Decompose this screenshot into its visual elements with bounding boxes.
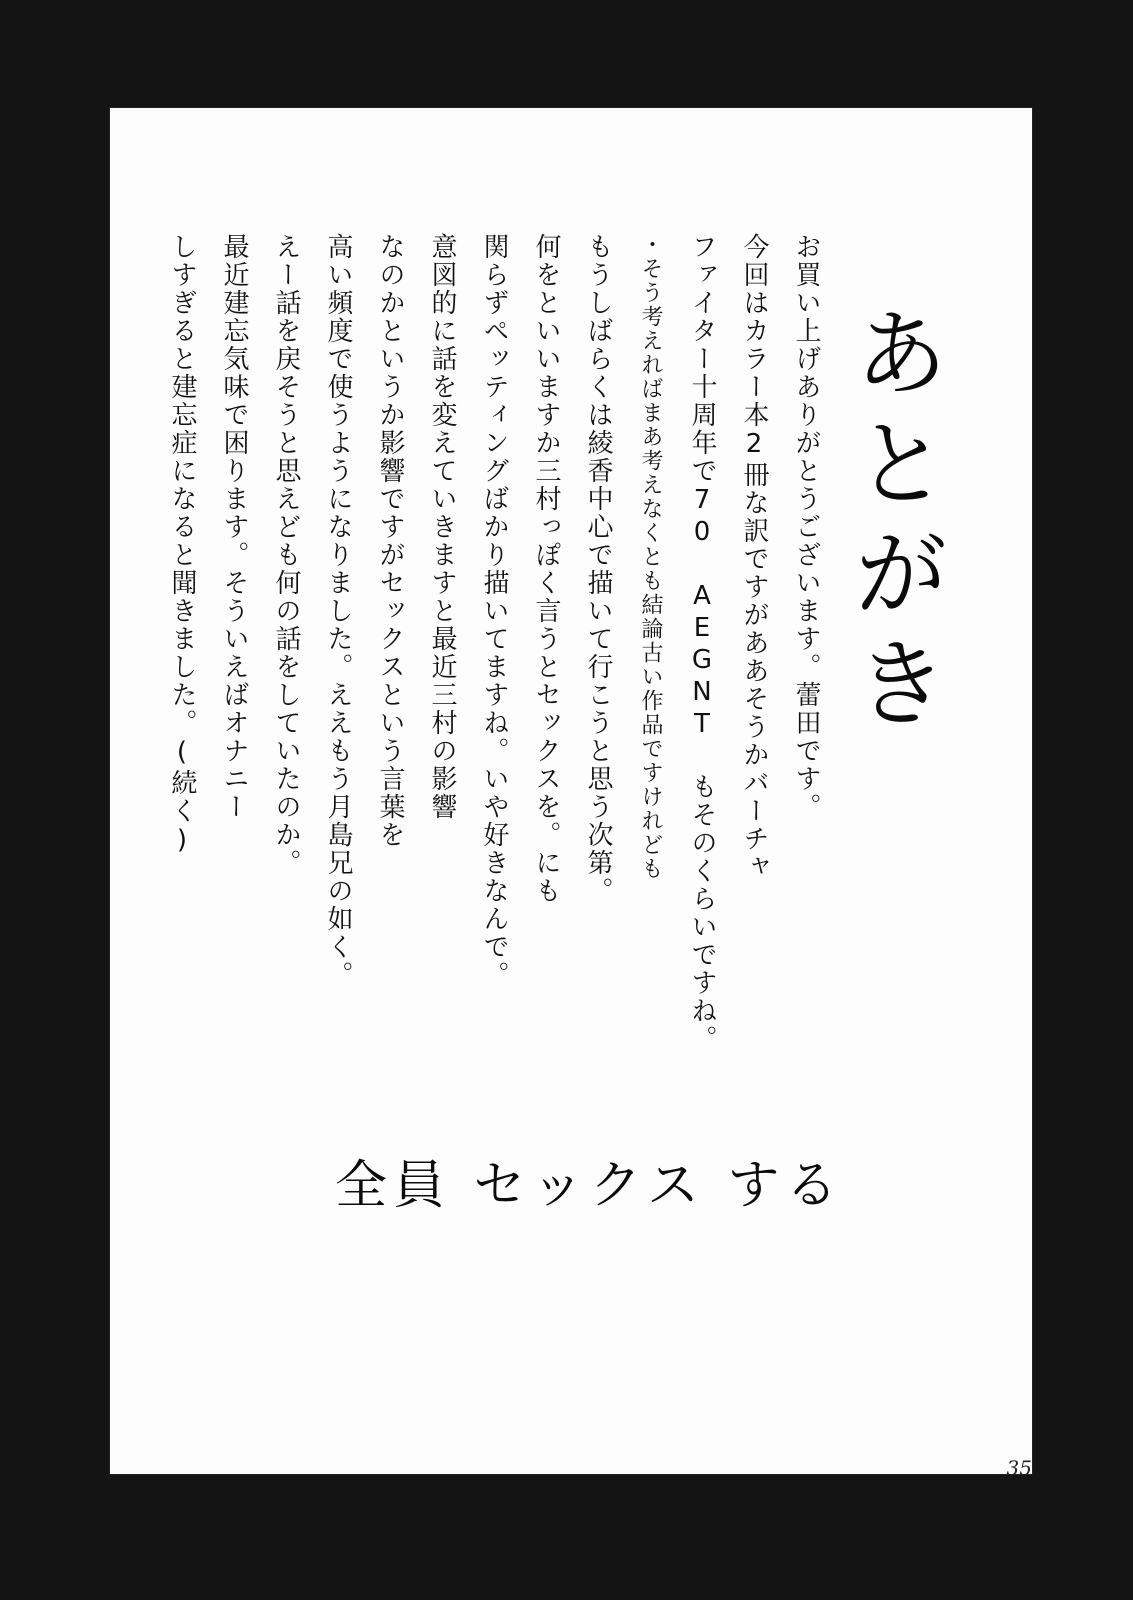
text-line: しすぎると建忘症になると聞きました。(続く) xyxy=(167,233,197,857)
page-number: 35 xyxy=(1006,1456,1032,1480)
text-line: 今回はカラー本2冊な訳ですがああそうかバーチャ xyxy=(739,233,769,881)
text-line: 関らずペッティングばかり描いてますね。いや好きなんで。 xyxy=(479,233,509,989)
text-line: ファイター十周年で70 AEGNT もそのくらいですね。 xyxy=(687,233,717,1053)
page-sheet xyxy=(110,108,1032,1480)
text-line: なのかというか影響ですがセックスという言葉を xyxy=(375,233,405,849)
text-line: お買い上げありがとうございます。蕾田です。 xyxy=(791,233,821,821)
text-line: 高い頻度で使うようになりました。ええもう月島兄の如く。 xyxy=(323,233,353,989)
closing-phrase: 全員 セックス する xyxy=(335,1156,844,1216)
text-line: ・そう考えればまあ考えなくとも結論古い作品ですけれども xyxy=(638,233,663,881)
text-line: 何をといいますか三村っぽく言うとセックスを。にも xyxy=(531,233,561,905)
afterword-text xyxy=(156,233,832,1053)
text-line: もうしばらくは綾香中心で描いて行こうと思う次第。 xyxy=(583,233,613,905)
text-line: 意図的に話を変えていきますと最近三村の影響 xyxy=(427,233,457,821)
text-line: えー話を戻そうと思えども何の話をしていたのか。 xyxy=(271,233,301,877)
text-line: 最近建忘気味で困ります。そういえばオナニー xyxy=(219,233,249,821)
page-title: あとがき xyxy=(838,303,950,743)
